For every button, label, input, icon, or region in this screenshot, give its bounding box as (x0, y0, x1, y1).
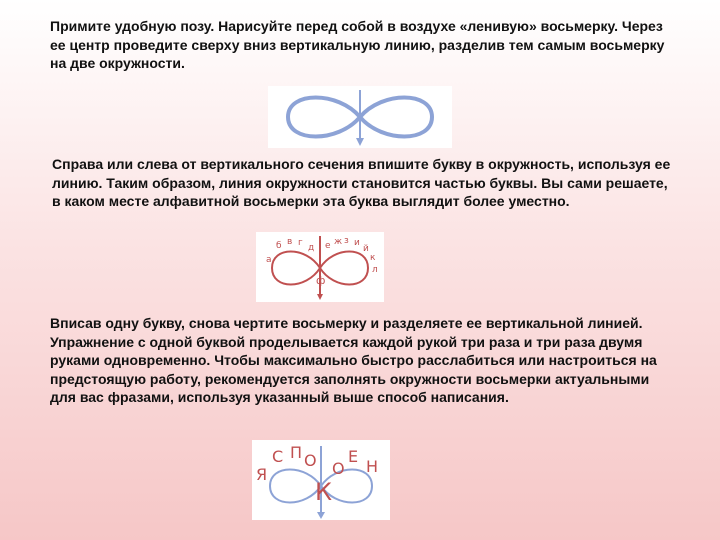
phrase-letter-o2: О (332, 459, 345, 478)
letter-z: з (344, 236, 349, 246)
letter-d: д (308, 243, 315, 253)
letter-i: и (354, 238, 360, 248)
letter-a: а (266, 255, 272, 265)
phrase-letter-k: К (315, 478, 333, 506)
letter-f: ф (316, 274, 326, 287)
paragraph-intro: Примите удобную позу. Нарисуйте перед собой в воздухе «ленивую» восьмерку. Через ее центр проведите сверху вниз вертикальную линию, разделив тем самым восьмерку на две окружности. (50, 18, 665, 72)
alphabet-eight-figure (256, 232, 384, 302)
phrase-letter-o1: О (304, 451, 317, 470)
lazy-eight-figure (268, 86, 452, 148)
phrase-letter-p: П (290, 443, 303, 462)
phrase-letter-e: Е (348, 447, 359, 466)
phrase-eight-figure (252, 440, 390, 520)
paragraph-letters: Справа или слева от вертикального сечения впишите букву в окружность, используя ее линию. Таким образом, линия окружности становится частью буквы. Вы сами решаете, в каком месте алфавитной восьмерки эта буква выглядит более уместно. (52, 156, 671, 210)
letter-b: б (276, 241, 282, 251)
letter-l: л (372, 265, 378, 275)
letter-k: к (370, 253, 376, 263)
phrase-letter-ya: Я (256, 465, 268, 484)
letter-e: е (325, 241, 331, 251)
letter-ii: й (363, 244, 369, 254)
phrase-letter-n: Н (366, 457, 379, 476)
paragraph-practice: Вписав одну букву, снова чертите восьмерку и разделяете ее вертикальной линией. Упражнение с одной буквой проделывается каждой рукой три раза и три раза двумя руками одновременно. Чтобы максимально быстро расслабиться или настроиться на предстоящую работу, рекомендуется заполнять окружности восьмерки актуальными для вас фразами, используя указанный выше способ написания. (50, 315, 657, 406)
phrase-letter-s: С (272, 447, 284, 466)
letter-zh: ж (334, 237, 343, 247)
letter-v: в (287, 237, 293, 247)
letter-g: г (298, 238, 303, 248)
